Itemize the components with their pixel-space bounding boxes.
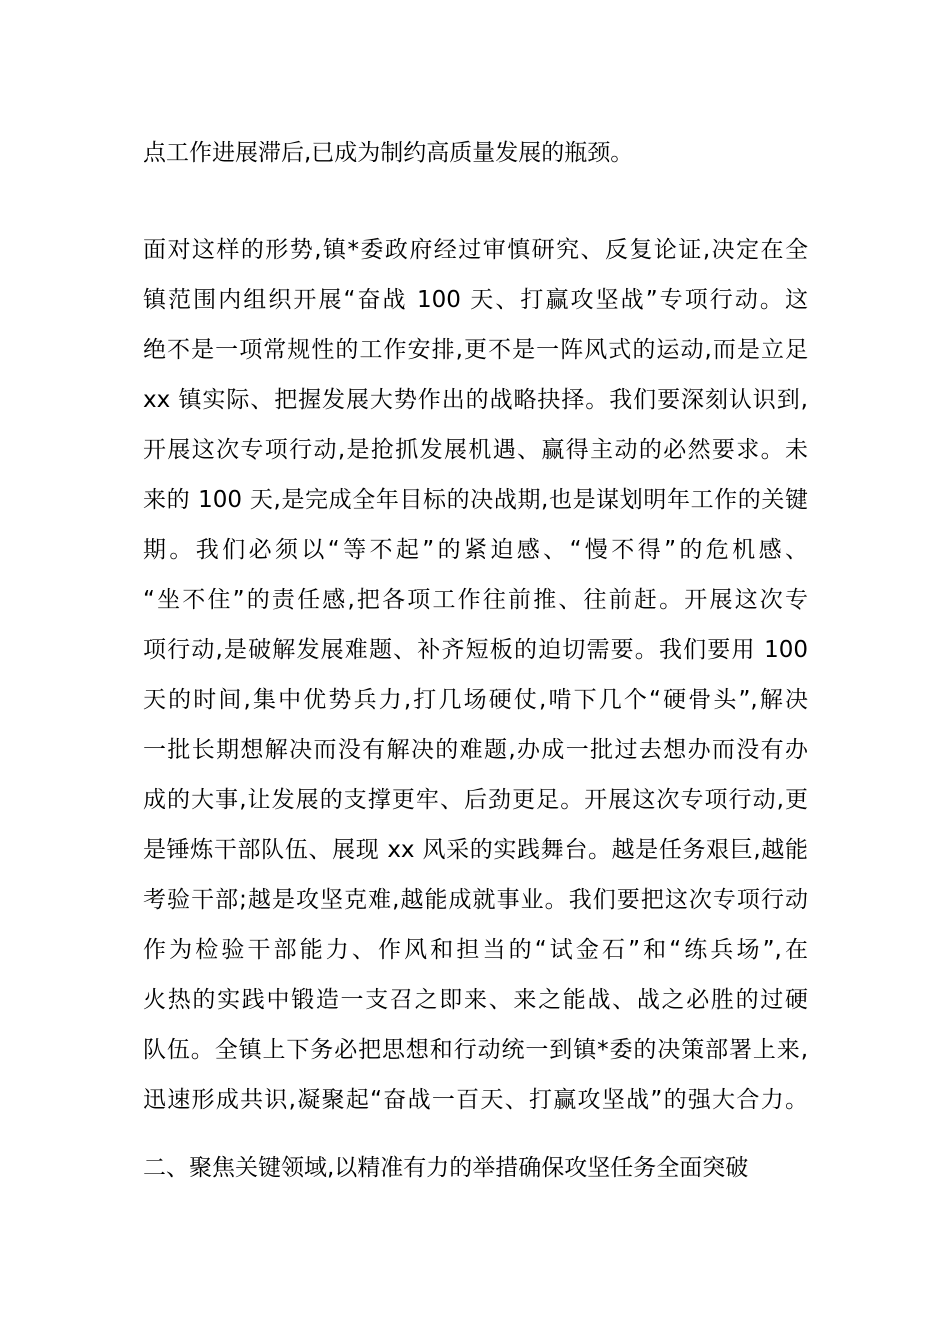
paragraph-line: 点工作进展滞后,已成为制约高质量发展的瓶颈。 (143, 140, 634, 166)
paragraph-line: 队伍。全镇上下务必把思想和行动统一到镇*委的决策部署上来, (143, 1037, 808, 1063)
paragraph-line: 项行动,是破解发展难题、补齐短板的迫切需要。我们要用 100 (143, 637, 808, 663)
section-heading-text: 二、聚焦关键领域,以精准有力的举措确保攻坚任务全面突破 (143, 1155, 749, 1181)
paragraph-line: 是锤炼干部队伍、展现 xx 风采的实践舞台。越是任务艰巨,越能 (143, 837, 808, 863)
paragraph-line: 绝不是一项常规性的工作安排,更不是一阵风式的运动,而是立足 (143, 337, 808, 363)
paragraph-1 (143, 128, 808, 178)
paragraph-line: 作为检验干部能力、作风和担当的“试金石”和“练兵场”,在 (143, 937, 808, 963)
paragraph-line: 考验干部;越是攻坚克难,越能成就事业。我们要把这次专项行动 (143, 887, 808, 913)
paragraph-line: 成的大事,让发展的支撑更牢、后劲更足。开展这次专项行动,更 (143, 787, 808, 813)
paragraph-2 (143, 225, 808, 1125)
paragraph-line: “坐不住”的责任感,把各项工作往前推、往前赶。开展这次专 (143, 587, 808, 613)
paragraph-line: 面对这样的形势,镇*委政府经过审慎研究、反复论证,决定在全 (143, 237, 808, 263)
paragraph-line: 迅速形成共识,凝聚起“奋战一百天、打赢攻坚战”的强大合力。 (143, 1087, 808, 1113)
paragraph-line: 一批长期想解决而没有解决的难题,办成一批过去想办而没有办 (143, 737, 808, 763)
section-heading (143, 1143, 808, 1193)
paragraph-line: 期。我们必须以“等不起”的紧迫感、“慢不得”的危机感、 (143, 537, 808, 563)
paragraph-line: 天的时间,集中优势兵力,打几场硬仗,啃下几个“硬骨头”,解决 (143, 687, 808, 713)
paragraph-line: 火热的实践中锻造一支召之即来、来之能战、战之必胜的过硬 (143, 987, 808, 1013)
paragraph-line: 镇范围内组织开展“奋战 100 天、打赢攻坚战”专项行动。这 (143, 287, 808, 313)
paragraph-line: 来的 100 天,是完成全年目标的决战期,也是谋划明年工作的关键 (143, 487, 808, 513)
paragraph-line: xx 镇实际、把握发展大势作出的战略抉择。我们要深刻认识到, (143, 387, 808, 413)
paragraph-line: 开展这次专项行动,是抢抓发展机遇、赢得主动的必然要求。未 (143, 437, 808, 463)
